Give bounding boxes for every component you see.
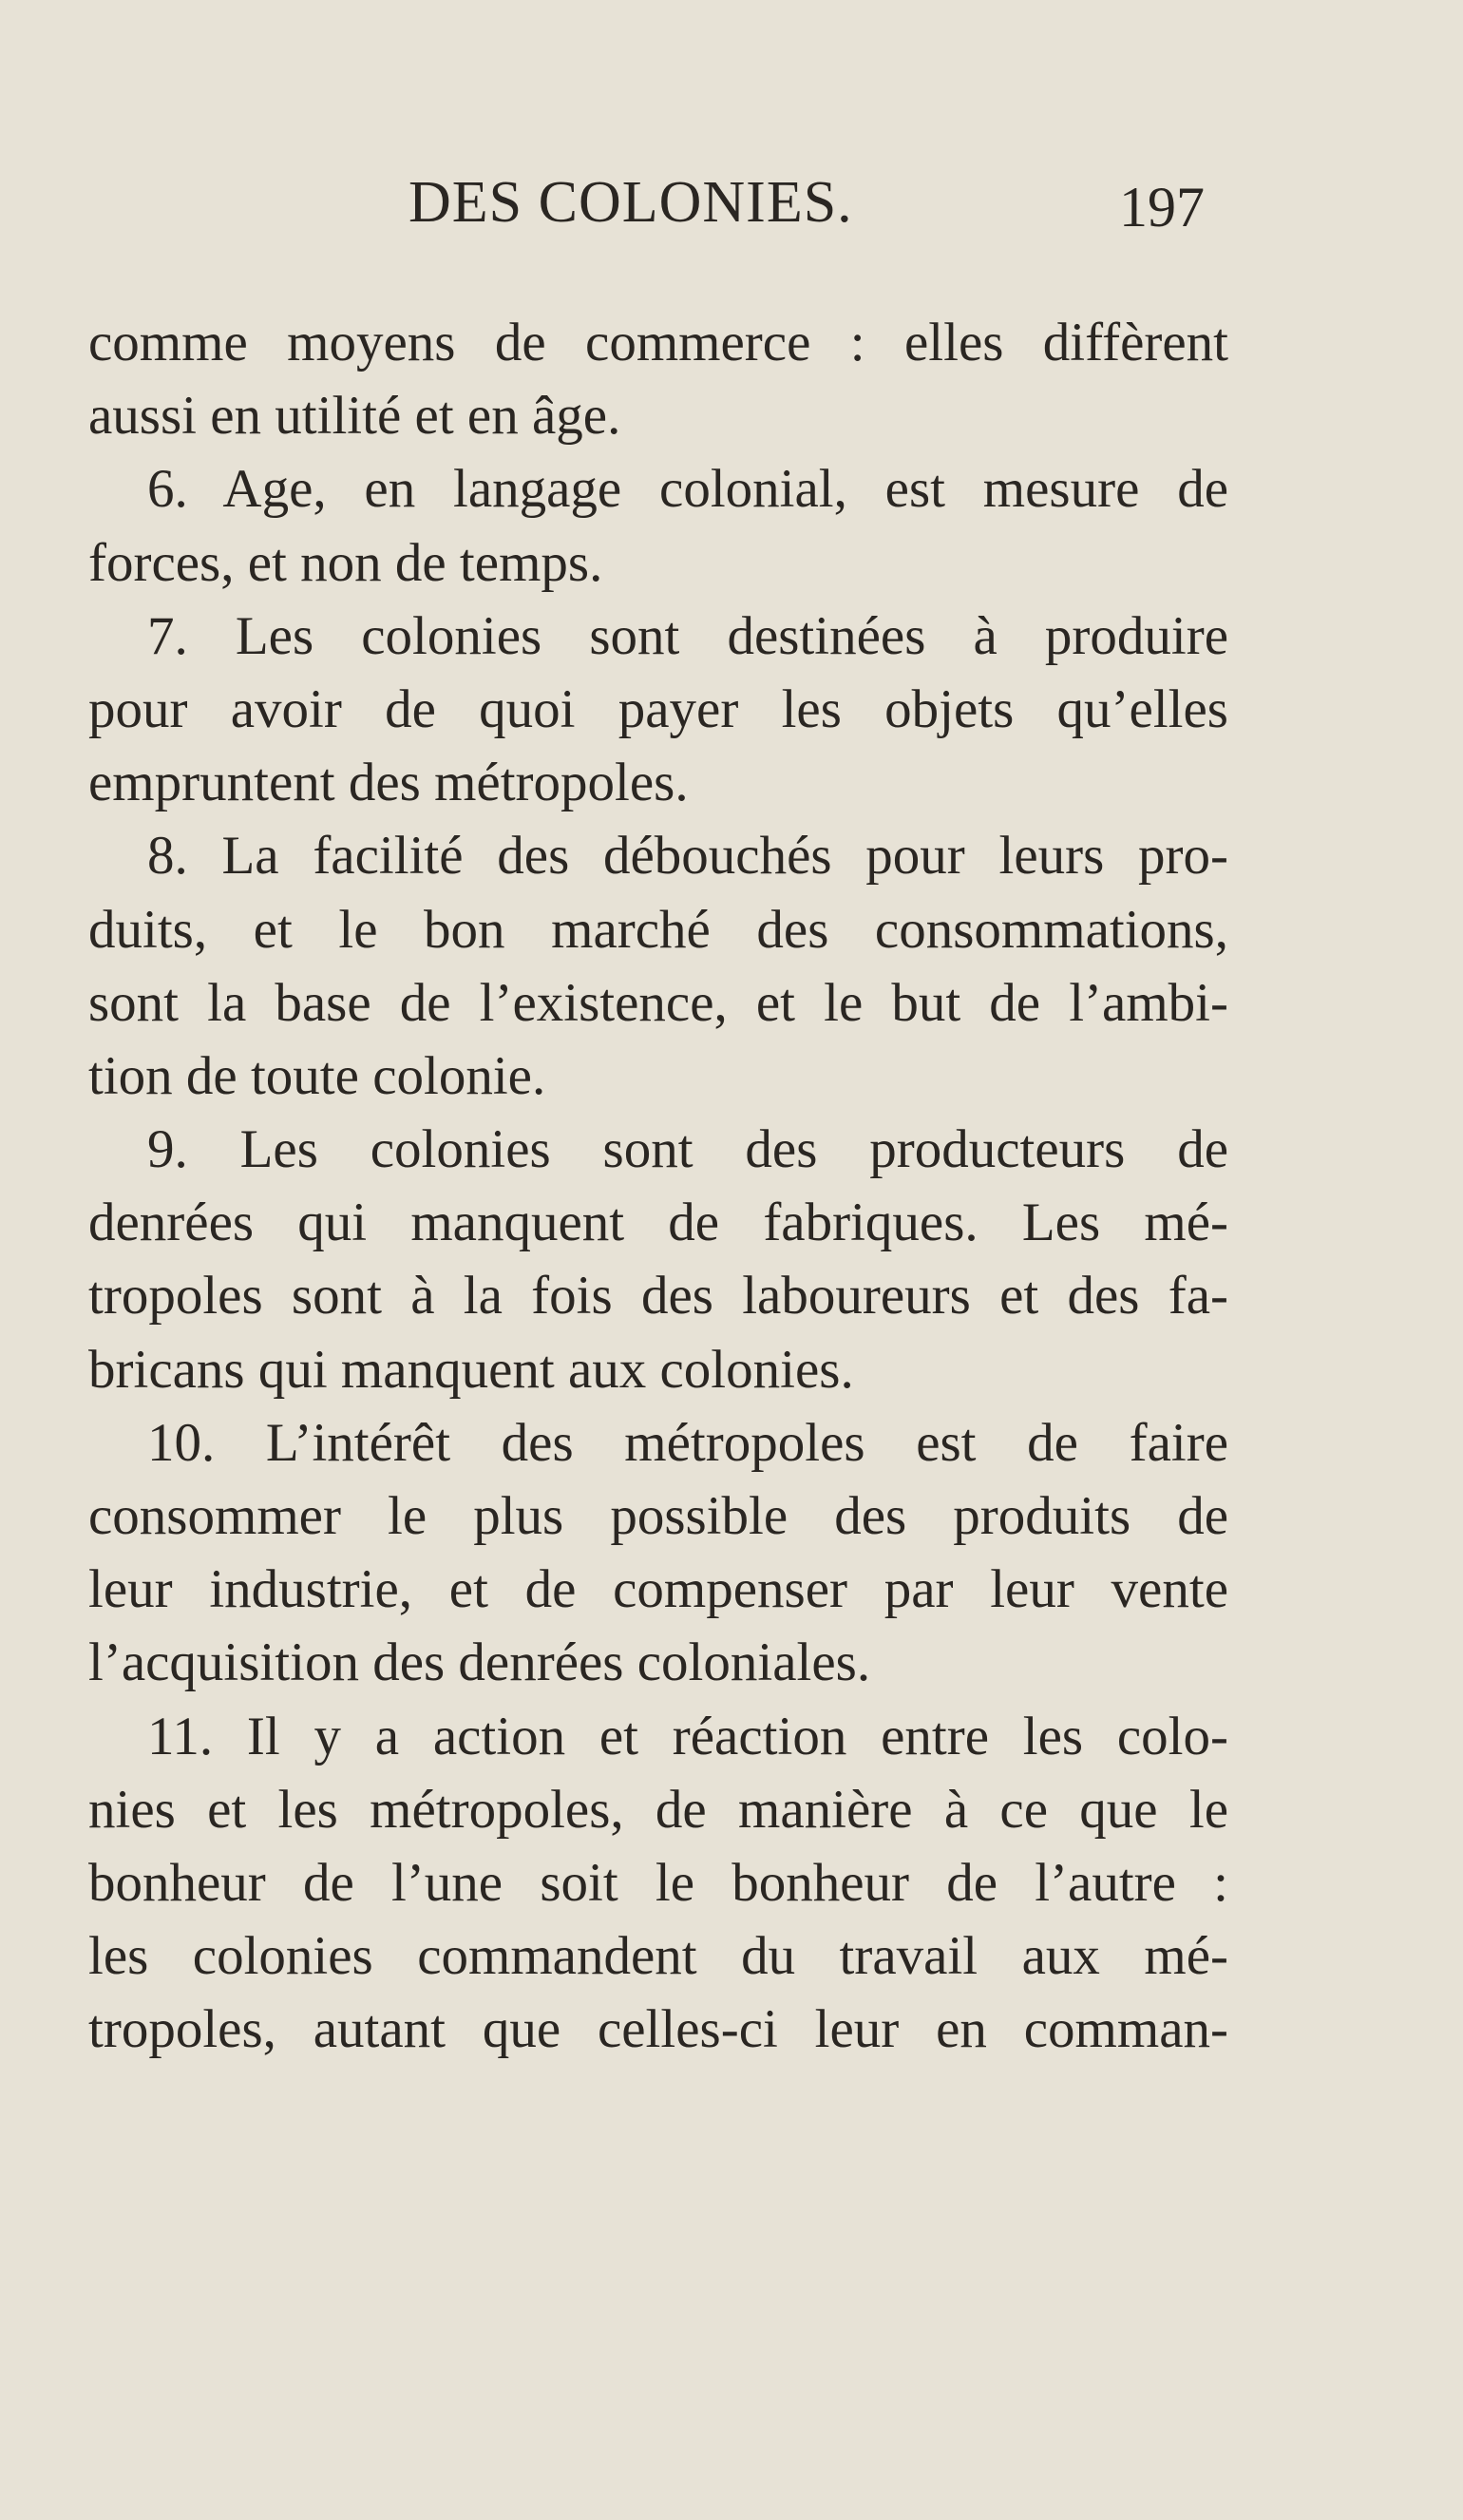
text-line: tion de toute colonie. bbox=[88, 1045, 546, 1106]
text-line: tropoles sont à la fois des laboureurs et des fa- bbox=[88, 1266, 1228, 1327]
text-line: 7. Les colonies sont destinées à produire bbox=[147, 605, 1228, 666]
text-line: forces, et non de temps. bbox=[88, 532, 603, 593]
running-title: DES COLONIES. bbox=[408, 170, 853, 235]
text-line: leur industrie, et de compenser par leur vente bbox=[88, 1559, 1228, 1620]
text-line: 8. La facilité des débouchés pour leurs pro- bbox=[147, 826, 1228, 887]
text-line: 6. Age, en langage colonial, est mesure de bbox=[147, 459, 1228, 520]
text-line: l’acquisition des denrées coloniales. bbox=[88, 1632, 871, 1693]
text-line: duits, et le bon marché des consommations, bbox=[88, 899, 1228, 960]
text-line: 11. Il y a action et réaction entre les colo- bbox=[147, 1706, 1228, 1766]
text-line: empruntent des métropoles. bbox=[88, 753, 689, 813]
text-line: bonheur de l’une soit le bonheur de l’autre : bbox=[88, 1852, 1228, 1913]
text-line: sont la base de l’existence, et le but de l’ambi- bbox=[88, 972, 1228, 1033]
text-line: consommer le plus possible des produits de bbox=[88, 1486, 1228, 1546]
page-header bbox=[0, 169, 1463, 245]
text-line: 10. L’intérêt des métropoles est de faire bbox=[147, 1412, 1228, 1473]
text-line: comme moyens de commerce : elles diffèrent bbox=[88, 313, 1228, 372]
text-line: nies et les métropoles, de manière à ce que le bbox=[88, 1779, 1228, 1840]
text-line: pour avoir de quoi payer les objets qu’elles bbox=[88, 678, 1228, 739]
text-line: bricans qui manquent aux colonies. bbox=[88, 1339, 854, 1400]
page-number: 197 bbox=[1119, 176, 1205, 239]
text-line: denrées qui manquent de fabriques. Les mé- bbox=[88, 1193, 1228, 1253]
text-line: 9. Les colonies sont des producteurs de bbox=[147, 1119, 1228, 1180]
text-line: aussi en utilité et en âge. bbox=[88, 386, 621, 447]
text-line: les colonies commandent du travail aux mé- bbox=[88, 1926, 1228, 1987]
text-line: tropoles, autant que celles-ci leur en comman- bbox=[88, 1999, 1228, 2060]
body-text bbox=[88, 306, 1228, 2067]
